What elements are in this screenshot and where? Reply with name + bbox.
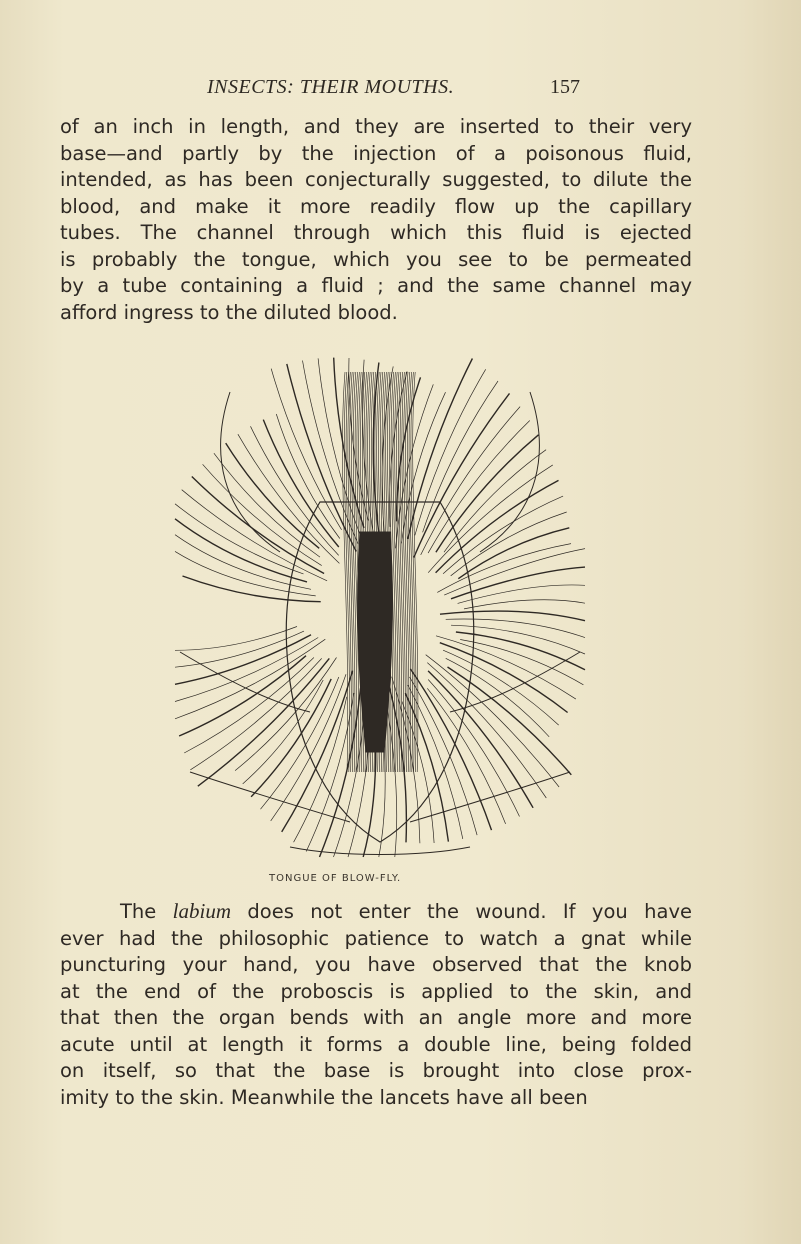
striation-line	[436, 435, 539, 552]
striation-line	[415, 369, 486, 535]
paragraph-2	[60, 898, 692, 1111]
text-line: afford ingress to the diluted blood.	[60, 300, 398, 324]
striation-line	[175, 638, 318, 702]
striation-line	[179, 656, 306, 736]
striation-line	[214, 453, 320, 557]
striation-line	[421, 407, 520, 555]
central-tube	[358, 532, 393, 752]
striation-line	[192, 477, 324, 574]
striation-line	[448, 667, 572, 775]
page-header	[0, 76, 801, 102]
striation-line	[427, 688, 505, 824]
striation-line	[198, 658, 329, 786]
striation-line	[428, 680, 519, 817]
striation-line	[263, 420, 339, 547]
text-line: on itself, so that the base is brought into close prox-	[60, 1059, 692, 1082]
striation-line	[251, 679, 331, 797]
striation-line	[456, 632, 585, 670]
text-line: base—and partly by the injection of a poisonous fluid,	[60, 141, 692, 165]
page-number: 157	[550, 76, 580, 98]
figure-caption: TONGUE OF BLOW-FLY.	[269, 873, 402, 884]
paragraph-1	[60, 114, 692, 326]
text-line: is probably the tongue, which you see to be permeated	[60, 247, 692, 271]
text-line: of an inch in length, and they are inserted to their very	[60, 115, 692, 138]
text-line: blood, and make it more readily flow up the capillary	[60, 194, 692, 218]
striation-line	[175, 551, 316, 596]
striation-line	[446, 619, 585, 638]
text-line: acute until at length it forms a double line, being folded	[60, 1032, 692, 1056]
striation-line	[203, 464, 322, 565]
text-line: puncturing your hand, you have observed that the knob	[60, 953, 692, 976]
striation-line	[464, 600, 585, 609]
striation-line	[423, 381, 498, 532]
striation-line	[410, 669, 491, 830]
striation-line	[235, 658, 336, 771]
striation-line	[451, 625, 585, 654]
striation-line	[271, 369, 341, 530]
striation-line	[444, 450, 546, 553]
text-line: that then the organ bends with an angle more and more	[60, 1006, 692, 1029]
striation-line	[175, 635, 311, 685]
text-line	[60, 898, 692, 926]
text-fragment: does not enter the wound. If you have	[231, 900, 692, 923]
striation-line	[175, 504, 304, 574]
text-line: imity to the skin. Meanwhile the lancets have all been	[60, 1085, 588, 1109]
text-line: at the end of the proboscis is applied to the skin, and	[60, 979, 692, 1003]
striation-line	[444, 549, 585, 596]
striation-line	[182, 490, 327, 581]
text-line: by a tube containing a fluid ; and the same channel may	[60, 274, 692, 297]
text-line: tubes. The channel through which this fluid is ejected	[60, 221, 692, 244]
striation-line	[190, 658, 321, 769]
blowfly-tongue-illustration	[170, 352, 590, 862]
italic-term: labium	[172, 899, 231, 923]
text-fragment: The	[120, 900, 173, 923]
striation-line	[443, 650, 559, 725]
striation-line	[175, 627, 297, 651]
text-line: ever had the philosophic patience to watch a gnat while	[60, 926, 692, 950]
striation-line	[175, 519, 307, 582]
text-line: intended, as has been conjecturally suggested, to dilute the	[60, 168, 692, 191]
running-head: INSECTS: THEIR MOUTHS.	[207, 76, 455, 98]
striation-line	[175, 631, 304, 667]
